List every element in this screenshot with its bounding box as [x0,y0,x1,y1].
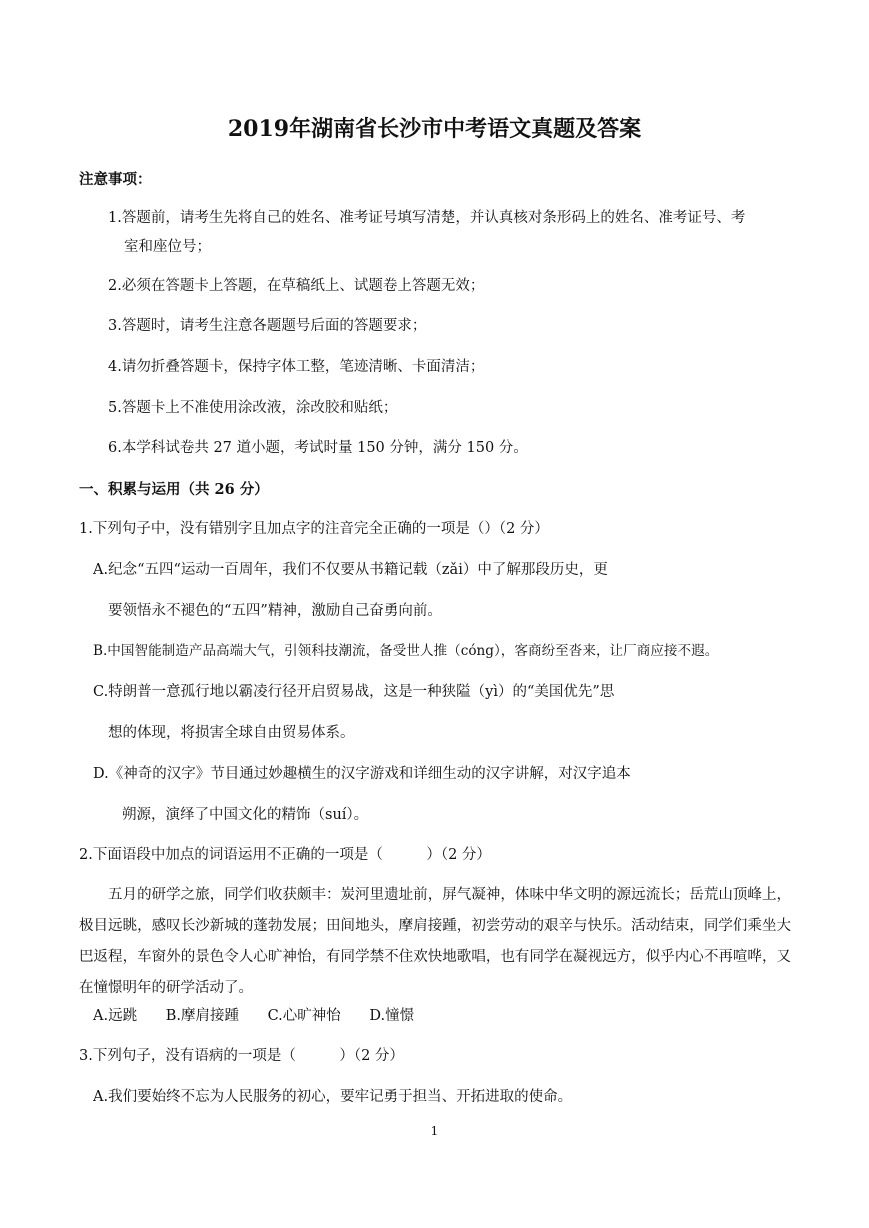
question-2-option-c: C.心旷神怡 [267,1008,341,1024]
question-1-option-a-cont: 要领悟永不褪色的“五四”精神，激励自己奋勇向前。 [108,603,442,619]
question-1-option-d-cont: 朔源，演绎了中国文化的精饰（suí）。 [122,807,369,823]
question-2-stem: 2.下面语段中加点的词语运用不正确的一项是（ ）（2 分） [79,847,491,863]
question-1-stem: 1.下列句子中，没有错别字且加点字的注音完全正确的一项是（）（2 分） [79,521,549,537]
notice-item: 室和座位号； [124,239,211,255]
page-title: 2019年湖南省长沙市中考语文真题及答案 [227,116,642,142]
notice-item: 1.答题前，请考生先将自己的姓名、准考证号填写清楚，并认真核对条形码上的姓名、准考证号、考 [108,210,746,226]
notice-item: 5.答题卡上不准使用涂改液，涂改胶和贴纸； [108,400,398,416]
question-2-passage: 五月的研学之旅，同学们收获颇丰：炭河里遗址前，屏气凝神，体味中华文明的源远流长；岳荒山顶峰上，极目远眺，感叹长沙新城的蓬勃发展；田间地头，摩肩接踵，初尝劳动的艰辛与快乐。活动结束，同学们乘坐大巴返程，车窗外的景色令人心旷神怡，有同学禁不住欢快地歌唱，也有同学在凝视远方，似乎内心不再喧哗，又在憧憬明年的研学活动了。 [79,887,791,996]
question-1-option-b: B.中国智能制造产品高端大气，引领科技潮流，备受世人推（cóng），客商纷至沓来，让厂商应接不遐。 [93,643,719,659]
question-2-option-b: B.摩肩接踵 [165,1008,239,1024]
notice-item: 3.答题时，请考生注意各题题号后面的答题要求； [108,318,427,334]
question-2-options [93,1006,438,1026]
notice-heading: 注意事项： [79,171,152,188]
question-1-option-c: C.特朗普一意孤行地以霸凌行径开启贸易战，这是一种狭隘（yì）的“美国优先”思 [93,684,615,700]
question-2-option-a: A.远跳 [93,1008,138,1024]
question-1-option-c-cont: 想的体现，将损害全球自由贸易体系。 [108,725,355,741]
question-1-option-a: A.纪念“五四“运动一百周年，我们不仅要从书籍记载（zǎi）中了解那段历史，更 [93,562,608,578]
question-3-option-a: A.我们要始终不忘为人民服务的初心，要牢记勇于担当、开拓进取的使命。 [93,1089,573,1105]
notice-item: 6.本学科试卷共 27 道小题，考试时量 150 分钟，满分 150 分。 [108,440,528,456]
question-2-option-d: D.憧憬 [369,1008,415,1024]
notice-item: 4.请勿折叠答题卡，保持字体工整，笔迹清晰、卡面清洁； [108,359,485,375]
page-number: 1 [430,1124,439,1138]
section-heading: 一、积累与运用（共 26 分） [79,481,269,498]
question-1-option-d: D.《神奇的汉字》节目通过妙趣横生的汉字游戏和详细生动的汉字讲解，对汉字追本 [93,766,631,782]
notice-item: 2.必须在答题卡上答题，在草稿纸上、试题卷上答题无效； [108,278,485,294]
question-3-stem: 3.下列句子，没有语病的一项是（ ）（2 分） [79,1048,404,1064]
